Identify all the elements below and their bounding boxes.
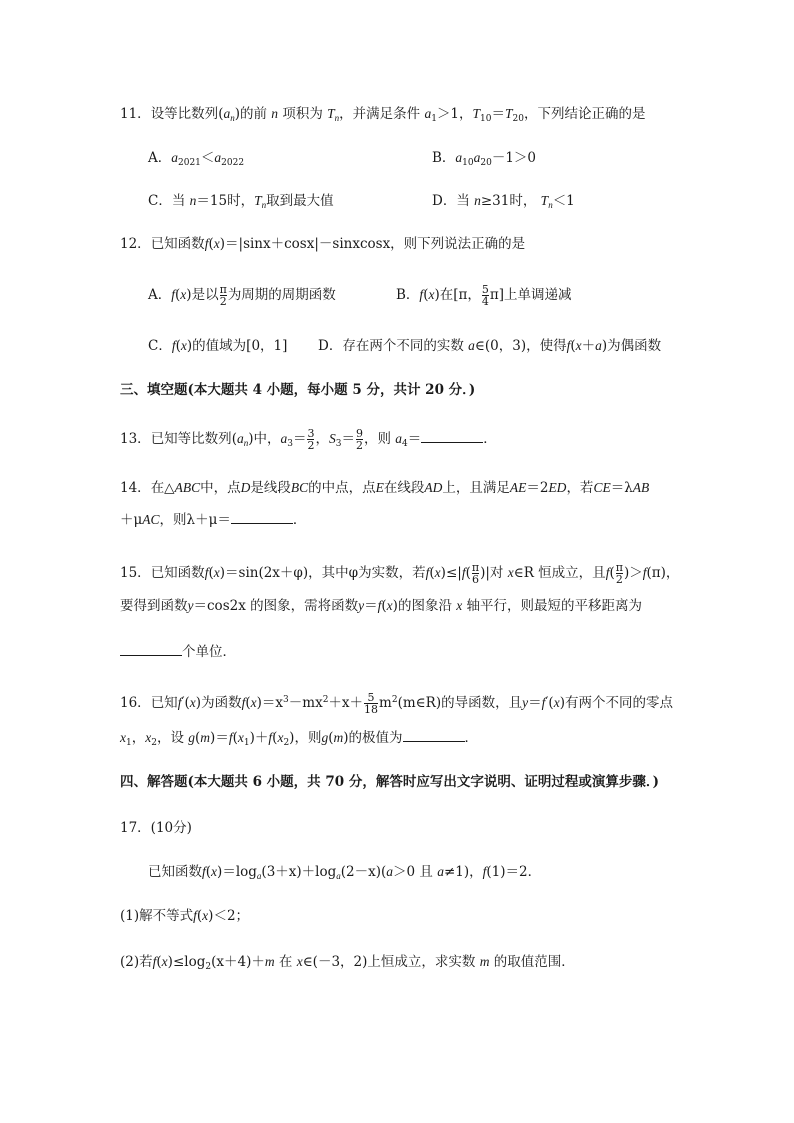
fraction-pi-over-2: $\frac{\pi}{2}$ <box>219 283 227 308</box>
q12-option-a: A．f(x)是以 $\frac{\pi}{2}$ 为周期的周期函数 <box>148 283 336 308</box>
fraction-3-over-2: $\frac{3}{2}$ <box>307 427 315 452</box>
fraction-pi-over-2: $\frac{\pi}{2}$ <box>615 561 623 586</box>
q12-option-b: B．f(x)在[π， $\frac{5}{4}$ π]上单调递减 <box>396 283 572 308</box>
fraction-5-over-4: $\frac{5}{4}$ <box>481 283 489 308</box>
q14-line1: 14．在△ABC中，点D是线段BC的中点，点E在线段AD上，且满足AE＝2ED，若CE＝λAB <box>120 480 650 496</box>
q16-line1: 16．已知f′(x)为函数$f(x)=x^3-mx^2+x+$ $\frac{5}{18}$ $m^2(m\in R)$的导函数，且y＝f′(x)有两个不同的零点 <box>120 691 673 716</box>
fraction-9-over-2: $\frac{9}{2}$ <box>355 427 363 452</box>
fraction-pi-over-6: $\frac{\pi}{6}$ <box>471 561 480 586</box>
q14-line2: ＋μAC，则λ＋μ＝ ． <box>120 512 307 528</box>
q15-line3: 个单位． <box>120 642 236 662</box>
q17-part1: (1)解不等式f(x)＜2； <box>120 908 250 924</box>
q11-option-c: C．当 n＝15时，$T_n$取到最大值 <box>148 193 334 210</box>
section-3-heading: 三、填空题(本大题共 4 小题，每小题 5 分，共计 20 分．) <box>120 382 476 398</box>
fraction-5-over-18: $\frac{5}{18}$ <box>364 691 379 716</box>
answer-blank <box>403 729 465 742</box>
q17-stem: 已知函数$f(x)=\log_a(3+x)+\log_a(2-x)(a>0$ 且 a≠1)，f(1)＝2． <box>148 864 542 881</box>
q12-option-d: D．存在两个不同的实数 a∈(0，3)，使得f(x＋a)为偶函数 <box>318 338 662 354</box>
q13: 13．已知等比数列$(a_n)$中，$a_3=$ $\frac{3}{2}$ ，$S_3=$ $\frac{9}{2}$ ，则 $a_4=$ ． <box>120 427 497 452</box>
q11-option-d: D．当 n≥31时， $T_n<1$ <box>432 193 575 210</box>
answer-blank <box>231 511 293 524</box>
q11-option-b: B．$a_{10}a_{20}-1>0$ <box>432 150 537 168</box>
q13-number: 13． <box>120 431 151 447</box>
q17-part2: (2)若$f(x)\le\log_2(x+4)+m$ 在 x∈(－3，2)上恒成立，求实数 m 的取值范围． <box>120 954 575 972</box>
q15-number: 15． <box>120 565 151 581</box>
q16-line2: $x_1$，$x_2$，设 $g(m)=f(x_1)+f(x_2)$，则g(m)的极值为 ． <box>120 730 479 748</box>
q11-stem: 11．设等比数列$(a_n)$的前 n 项积为 $T_n$，并满足条件 $a_1>1$，$T_{10}=T_{20}$，下列结论正确的是 <box>120 106 646 124</box>
q15-line2: 要得到函数y＝cos2x 的图象，需将函数y＝f(x)的图象沿 x 轴平行，则最短的平移距离为 <box>120 598 643 614</box>
q15-line1: 15．已知函数f(x)＝sin(2x＋φ)，其中φ为实数，若f(x)≤|f( $\frac{\pi}{6}$ )|对 x∈R 恒成立，且f( $\frac{\pi}{2}$ )＞f(π)， <box>120 561 680 586</box>
section-4-heading: 四、解答题(本大题共 6 小题，共 70 分，解答时应写出文字说明、证明过程或演算步骤．) <box>120 774 660 790</box>
q12-option-c: C．f(x)的值域为[0，1] <box>148 338 288 354</box>
q11-option-a: A．$a_{2021}<a_{2022}$ <box>148 150 245 168</box>
q12-number: 12． <box>120 236 151 252</box>
q17-header: 17．(10分) <box>120 820 192 836</box>
q12-stem: 12．已知函数f(x)＝|sinx＋cosx|－sinxcosx，则下列说法正确的是 <box>120 236 526 252</box>
answer-blank <box>421 430 483 443</box>
q11-number: 11． <box>120 106 151 122</box>
q14-number: 14． <box>120 480 151 496</box>
q16-number: 16． <box>120 695 151 711</box>
answer-blank <box>120 643 182 656</box>
